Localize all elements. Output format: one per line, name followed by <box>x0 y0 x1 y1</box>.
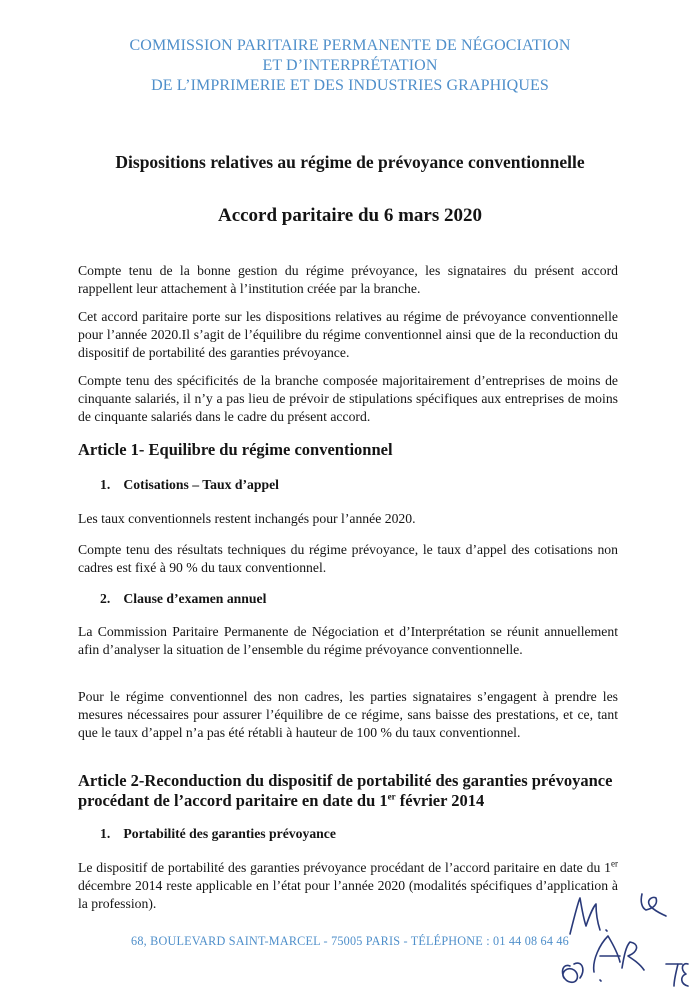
handwritten-initials <box>530 890 700 990</box>
article-2-heading-date: février 2014 <box>395 791 485 810</box>
article-2-section-1-heading <box>100 825 336 843</box>
article-2-heading-text: Article 2-Reconduction du dispositif de portabilité des garanties prévoyance procédant de l’accord paritaire en date du 1 <box>78 771 613 810</box>
initial-mark-4-dot <box>600 980 601 981</box>
superscript: er <box>387 791 396 802</box>
intro-paragraph-1: Compte tenu de la bonne gestion du régime prévoyance, les signataires du présent accord rappellent leur attachement à l’institution créée par la branche. <box>78 263 618 296</box>
article-1-section-2-heading <box>100 590 266 608</box>
article-2-heading <box>78 771 638 811</box>
article-1-section-2-paragraph-1: La Commission Paritaire Permanente de Négociation et d’Interprétation se réunit annuellement afin d’analyser la situation de l’ensemble du régime prévoyance conventionnelle. <box>78 624 618 657</box>
letterhead-line-2: ET D’INTERPRÉTATION <box>262 57 438 74</box>
section-title: Cotisations – Taux d’appel <box>123 477 279 492</box>
letterhead <box>0 36 700 96</box>
initial-mark-3 <box>594 936 644 972</box>
section-number: 1. <box>100 826 111 841</box>
initial-mark-2 <box>641 894 666 916</box>
paragraph-text-continued: décembre 2014 reste applicable en l’état pour l’année 2020 (modalités spécifiques d’application à la profession). <box>78 878 618 911</box>
section-title: Clause d’examen annuel <box>123 591 267 606</box>
article-1-section-2-paragraph-2: Pour le régime conventionnel des non cadres, les parties signataires s’engagent à prendre les mesures nécessaires pour assurer l’équilibre de ce régime, sans baisse des prestations, et ce, tant que le taux d’appel n’a pas été rétabli à hauteur de 100 % du taux conventionnel. <box>78 689 618 740</box>
initial-mark-4 <box>563 963 583 982</box>
initial-mark-1-dot <box>606 930 607 931</box>
initial-mark-1 <box>570 898 600 934</box>
superscript: er <box>611 858 618 869</box>
section-number: 2. <box>100 591 111 606</box>
article-1-heading: Article 1- Equilibre du régime conventionnel <box>78 440 393 459</box>
paragraph-text: Le dispositif de portabilité des garanties prévoyance procédant de l’accord paritaire en date du 1 <box>78 860 611 875</box>
article-1-section-1-paragraph-1: Les taux conventionnels restent inchangés pour l’année 2020. <box>78 511 416 526</box>
footer-address: 68, BOULEVARD SAINT-MARCEL - 75005 PARIS - TÉLÉPHONE : 01 44 08 64 46 <box>131 934 569 948</box>
letterhead-line-3: DE L’IMPRIMERIE ET DES INDUSTRIES GRAPHIQUES <box>151 77 549 94</box>
article-1-section-1-heading <box>100 476 279 494</box>
document-subtitle: Accord paritaire du 6 mars 2020 <box>217 205 483 226</box>
letterhead-line-1: COMMISSION PARITAIRE PERMANENTE DE NÉGOCIATION <box>129 37 571 54</box>
intro-paragraph-2: Cet accord paritaire porte sur les dispositions relatives au régime de prévoyance conventionnelle pour l’année 2020.Il s’agit de l’équilibre du régime conventionnel ainsi que de la reconduction du dispositif de portabilité des garanties prévoyance. <box>78 309 618 360</box>
intro-paragraph-3: Compte tenu des spécificités de la branche composée majoritairement d’entreprises de moins de cinquante salariés, il n’y a pas lieu de prévoir de stipulations spécifiques aux entreprises de moins de cinquante salariés dans le cadre du présent accord. <box>78 373 618 424</box>
document-title: Dispositions relatives au régime de prévoyance conventionnelle <box>115 152 585 172</box>
section-title: Portabilité des garanties prévoyance <box>123 826 336 841</box>
article-1-section-1-paragraph-2: Compte tenu des résultats techniques du régime prévoyance, le taux d’appel des cotisations non cadres est fixé à 90 % du taux conventionnel. <box>78 542 618 575</box>
section-number: 1. <box>100 477 111 492</box>
initial-mark-5 <box>666 964 688 986</box>
